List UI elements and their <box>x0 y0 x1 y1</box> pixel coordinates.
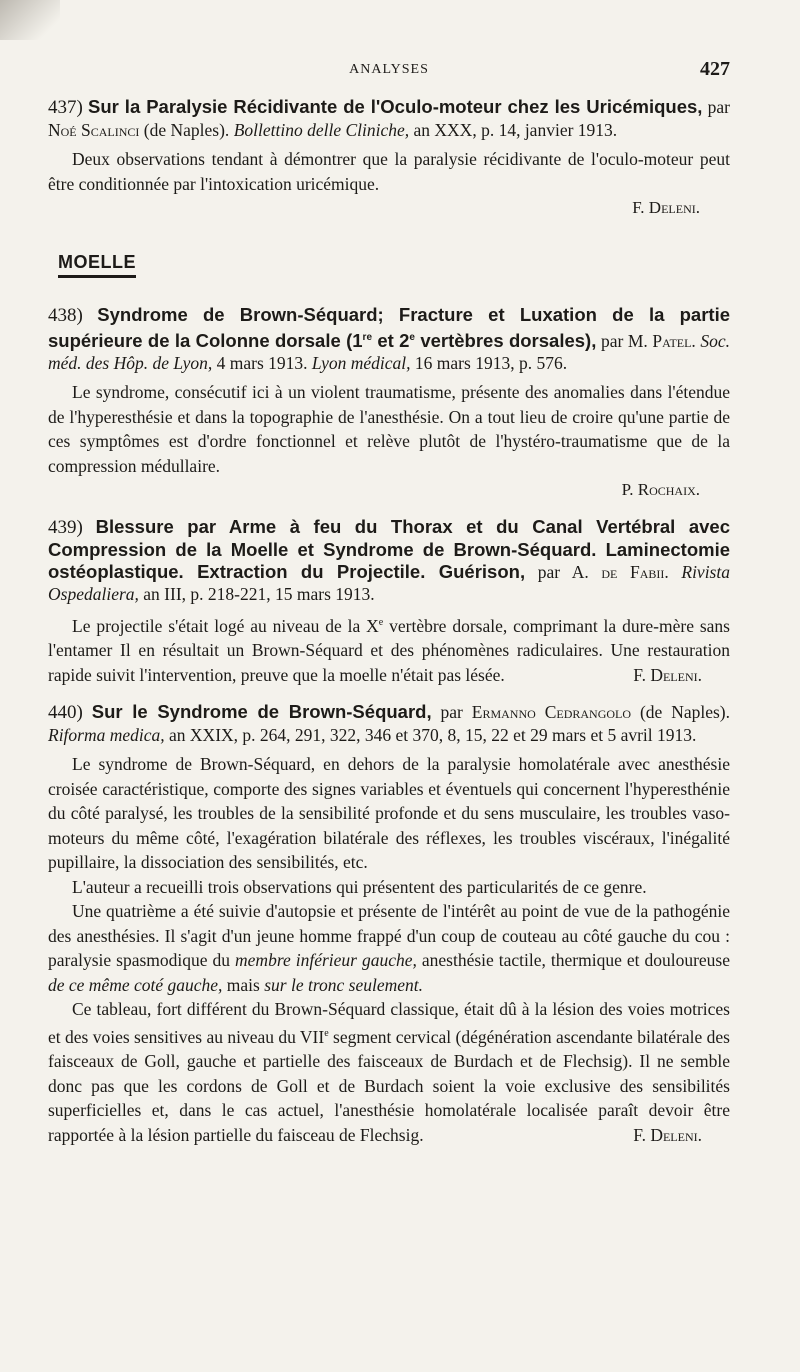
title-part: et 2 <box>372 330 410 352</box>
signature: F. Deleni. <box>633 1124 702 1145</box>
superscript: re <box>362 332 372 343</box>
byline-prefix: par <box>707 97 730 117</box>
text-part: Ce tableau, fort différent du Brown-Séquard classique, était dû à la lésion des voies motrices et des voies sensitives au niveau du VII <box>48 999 730 1047</box>
entry-title: Sur la Paralysie Récidivante de l'Oculo-moteur chez les Uricémiques, <box>88 96 703 117</box>
title-part: vertèbres dorsales), <box>414 330 597 352</box>
text-part: segment cervical (dégénération ascendante bilatérale des faisceaux de Goll, gauche et partielle des faisceaux de Burdach et de Flechsig). Il ne semble donc pas que les cordons de Goll et de Burdach soient la voie exclusive des sensibilités superficielles et, dans le cas actuel, l'anesthésie homolatérale localisée paraît devoir être rapportée à la lésion partielle du faisceau de Flechsig. <box>48 1026 730 1145</box>
citation: an XXIX, p. 264, 291, 322, 346 et 370, 8, 15, 22 et 29 mars et 5 avril 1913. <box>169 725 697 746</box>
page-number: 427 <box>700 58 730 80</box>
section-heading-wrapper <box>48 234 730 304</box>
entry-author: Noé Scalinci <box>48 120 140 140</box>
author-affiliation: (de Naples). <box>143 120 230 140</box>
abstract-paragraph <box>48 611 730 687</box>
author-affiliation: (de Naples). <box>639 702 730 723</box>
journal-name-2: Lyon médical, <box>311 353 411 374</box>
text-part: vertèbre dorsale, comprimant la dure-mère sans l'entamer Il en résultait un Brown-Séquard et des phénomènes radiculaires. Une restauration rapide suivit l'intervention, preuve que la moelle n'était pas lésée. <box>48 615 730 685</box>
signature: P. Rochaix. <box>621 480 700 500</box>
citation: an XXX, p. 14, janvier 1913. <box>413 120 618 140</box>
superscript: e <box>409 332 415 343</box>
scan-shadow <box>0 0 60 40</box>
journal-name: Bollettino delle Cliniche, <box>233 120 410 140</box>
abstract-paragraph: Le syndrome, consécutif ici à un violent traumatisme, présente des anomalies dans l'étendue de l'hyperesthésie et dans la topographie de l'anesthésie. On a tout lieu de croire qu'une partie de ces symptômes est d'ordre fonctionnel et relève plutôt de l'hystéro-traumatisme que de la compression médullaire. <box>48 382 730 476</box>
entry-440 <box>48 701 730 1147</box>
entry-author: Patel. <box>652 331 696 352</box>
abstract-paragraph-4 <box>48 997 730 1147</box>
entry-438 <box>48 304 730 502</box>
journal-name: Rivista Ospedaliera, <box>48 562 730 605</box>
italic-text: membre inférieur gauche, <box>235 950 417 971</box>
italic-text: de ce même coté gauche, <box>48 974 223 995</box>
journal-name: Soc. méd. des Hôp. de Lyon, <box>48 331 731 374</box>
section-heading: MOELLE <box>58 252 136 278</box>
entry-440-header <box>48 701 730 746</box>
entry-number: 439) <box>48 517 83 539</box>
entry-439-header <box>48 516 730 605</box>
title-part: Syndrome de Brown-Séquard; Fracture et Luxation de la partie supérieure de la Colonne dorsale (1 <box>48 304 730 352</box>
entry-number: 438) <box>48 305 83 326</box>
abstract-paragraph-3 <box>48 899 730 997</box>
entry-title: Sur le Syndrome de Brown-Séquard, <box>91 701 432 723</box>
byline-prefix: par A. <box>537 562 589 583</box>
superscript: e <box>378 617 384 629</box>
abstract-paragraph-2: L'auteur a recueilli trois observations qui présentent des particularités de ce genre. <box>72 876 647 897</box>
citation: 4 mars 1913. <box>216 353 308 374</box>
running-head <box>48 58 730 86</box>
abstract-paragraph-1: Le syndrome de Brown-Séquard, en dehors de la paralysie homolatérale avec anesthésie croisée caractéristique, comporte des signes variables et éventuels qui concernent l'hyperesthénie du côté paralysé, les troubles de la sensibilité profonde et du sens musculaire, les troubles vaso-moteurs du même côté, l'exagération bilatérale des réflexes, les troubles viscéraux, l'inégalité pupillaire, la dissociation des sensibilités, etc. <box>48 754 730 873</box>
italic-text: sur le tronc seulement. <box>264 974 423 995</box>
entry-author: de Fabii. <box>601 562 669 583</box>
signature: F. Deleni. <box>633 664 702 685</box>
entry-437-header <box>48 96 730 141</box>
entry-437 <box>48 96 730 220</box>
text-part: Le projectile s'était logé au niveau de la X <box>72 615 379 636</box>
entry-title: Blessure par Arme à feu du Thorax et du Canal Vertébral avec Compression de la Moelle et Syndrome de Brown-Séquard. Laminectomie ostéoplastique. Extraction du Projectile. Guérison, <box>48 516 731 583</box>
citation: an III, p. 218-221, 15 mars 1913. <box>143 584 375 605</box>
byline-prefix: par <box>440 702 463 723</box>
text-part: mais <box>222 974 265 995</box>
byline-prefix: par M. <box>600 331 648 352</box>
signature: F. Deleni. <box>632 198 700 217</box>
superscript: e <box>324 1027 329 1039</box>
entry-439 <box>48 516 730 687</box>
abstract-paragraph: Deux observations tendant à démontrer que la paralysie récidivante de l'oculo-moteur peut être conditionnée par l'intoxication uricémique. <box>48 149 730 194</box>
citation-2: 16 mars 1913, p. 576. <box>414 353 568 374</box>
text-part: Une quatrième a été suivie d'autopsie et présente de l'intérêt au point de vue de la pathogénie des anesthésies. Il s'agit d'un jeune homme frappé d'un coup de couteau au côté gauche du cou : paralysie spasmodique du <box>48 901 730 971</box>
entry-438-header <box>48 304 730 374</box>
entry-number: 437) <box>48 97 83 118</box>
text-part: anesthésie tactile, thermique et douloureuse <box>416 950 731 971</box>
entry-number: 440) <box>48 702 83 724</box>
entry-author: Ermanno Cedrangolo <box>471 702 632 723</box>
running-head-title: ANALYSES <box>349 62 429 77</box>
journal-name: Riforma medica, <box>48 725 165 746</box>
